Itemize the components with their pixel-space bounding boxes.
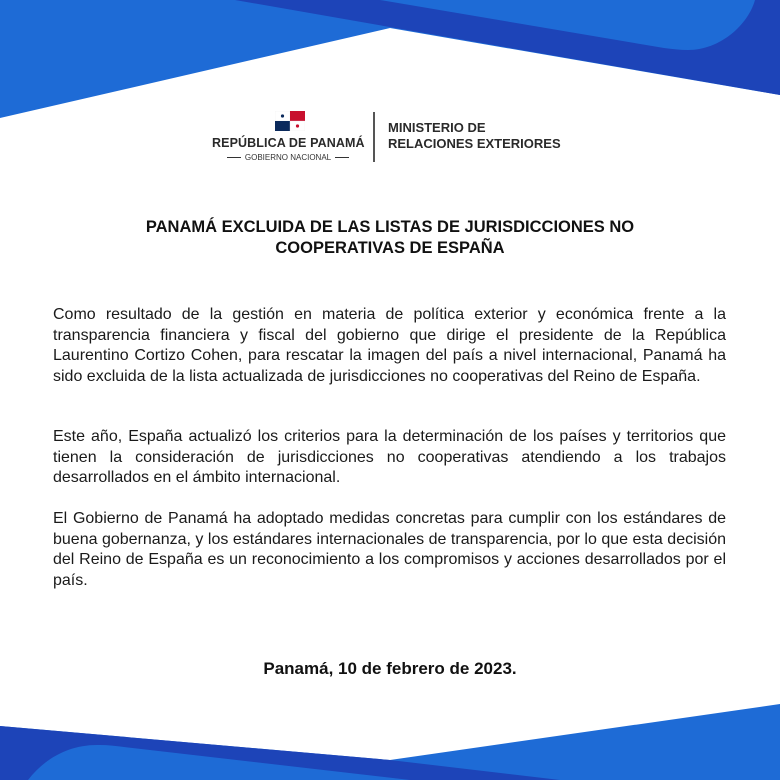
dash-left [227,157,241,158]
press-release-title [60,217,720,259]
panama-flag-icon [275,111,305,131]
paragraph-2: Este año, España actualizó los criterios para la determinación de los países y territorios que tienen la consideración de jurisdicciones no cooperativas atendiendo a los trabajos desarrollados en el ámbito internacional. [53,428,726,486]
ministry-name [388,120,561,152]
government-label-text: GOBIERNO NACIONAL [244,153,332,162]
title-line-2: COOPERATIVAS DE ESPAÑA [275,239,505,257]
government-label [212,153,364,162]
paragraph-3: El Gobierno de Panamá ha adoptado medidas concretas para cumplir con los estándares de buena gobernanza, y los estándares internacionales de transparencia, por lo que esta decisión del Reino de España es un reconocimiento a los compromisos y acciones desarrollados por el país. [53,510,726,589]
ministry-name-line2: RELACIONES EXTERIORES [388,136,561,151]
ministry-logo [212,108,572,168]
logo-divider [373,112,375,162]
bottom-wave-decoration [0,690,780,780]
ministry-name-line1: MINISTERIO DE [388,120,486,135]
republic-name: REPÚBLICA DE PANAMÁ [212,136,365,150]
title-line-1: PANAMÁ EXCLUIDA DE LAS LISTAS DE JURISDICCIONES NO [145,218,635,236]
dash-right [335,157,349,158]
dateline: Panamá, 10 de febrero de 2023. [263,659,517,678]
paragraph-1: Como resultado de la gestión en materia de política exterior y económica frente a la transparencia financiera y fiscal del gobierno que dirige el presidente de la República Laurentino Cortizo Cohen, para rescatar la imagen del país a nivel internacional, Panamá ha sido excluida de la lista actualizada de jurisdicciones no cooperativas del Reino de España. [53,306,726,385]
